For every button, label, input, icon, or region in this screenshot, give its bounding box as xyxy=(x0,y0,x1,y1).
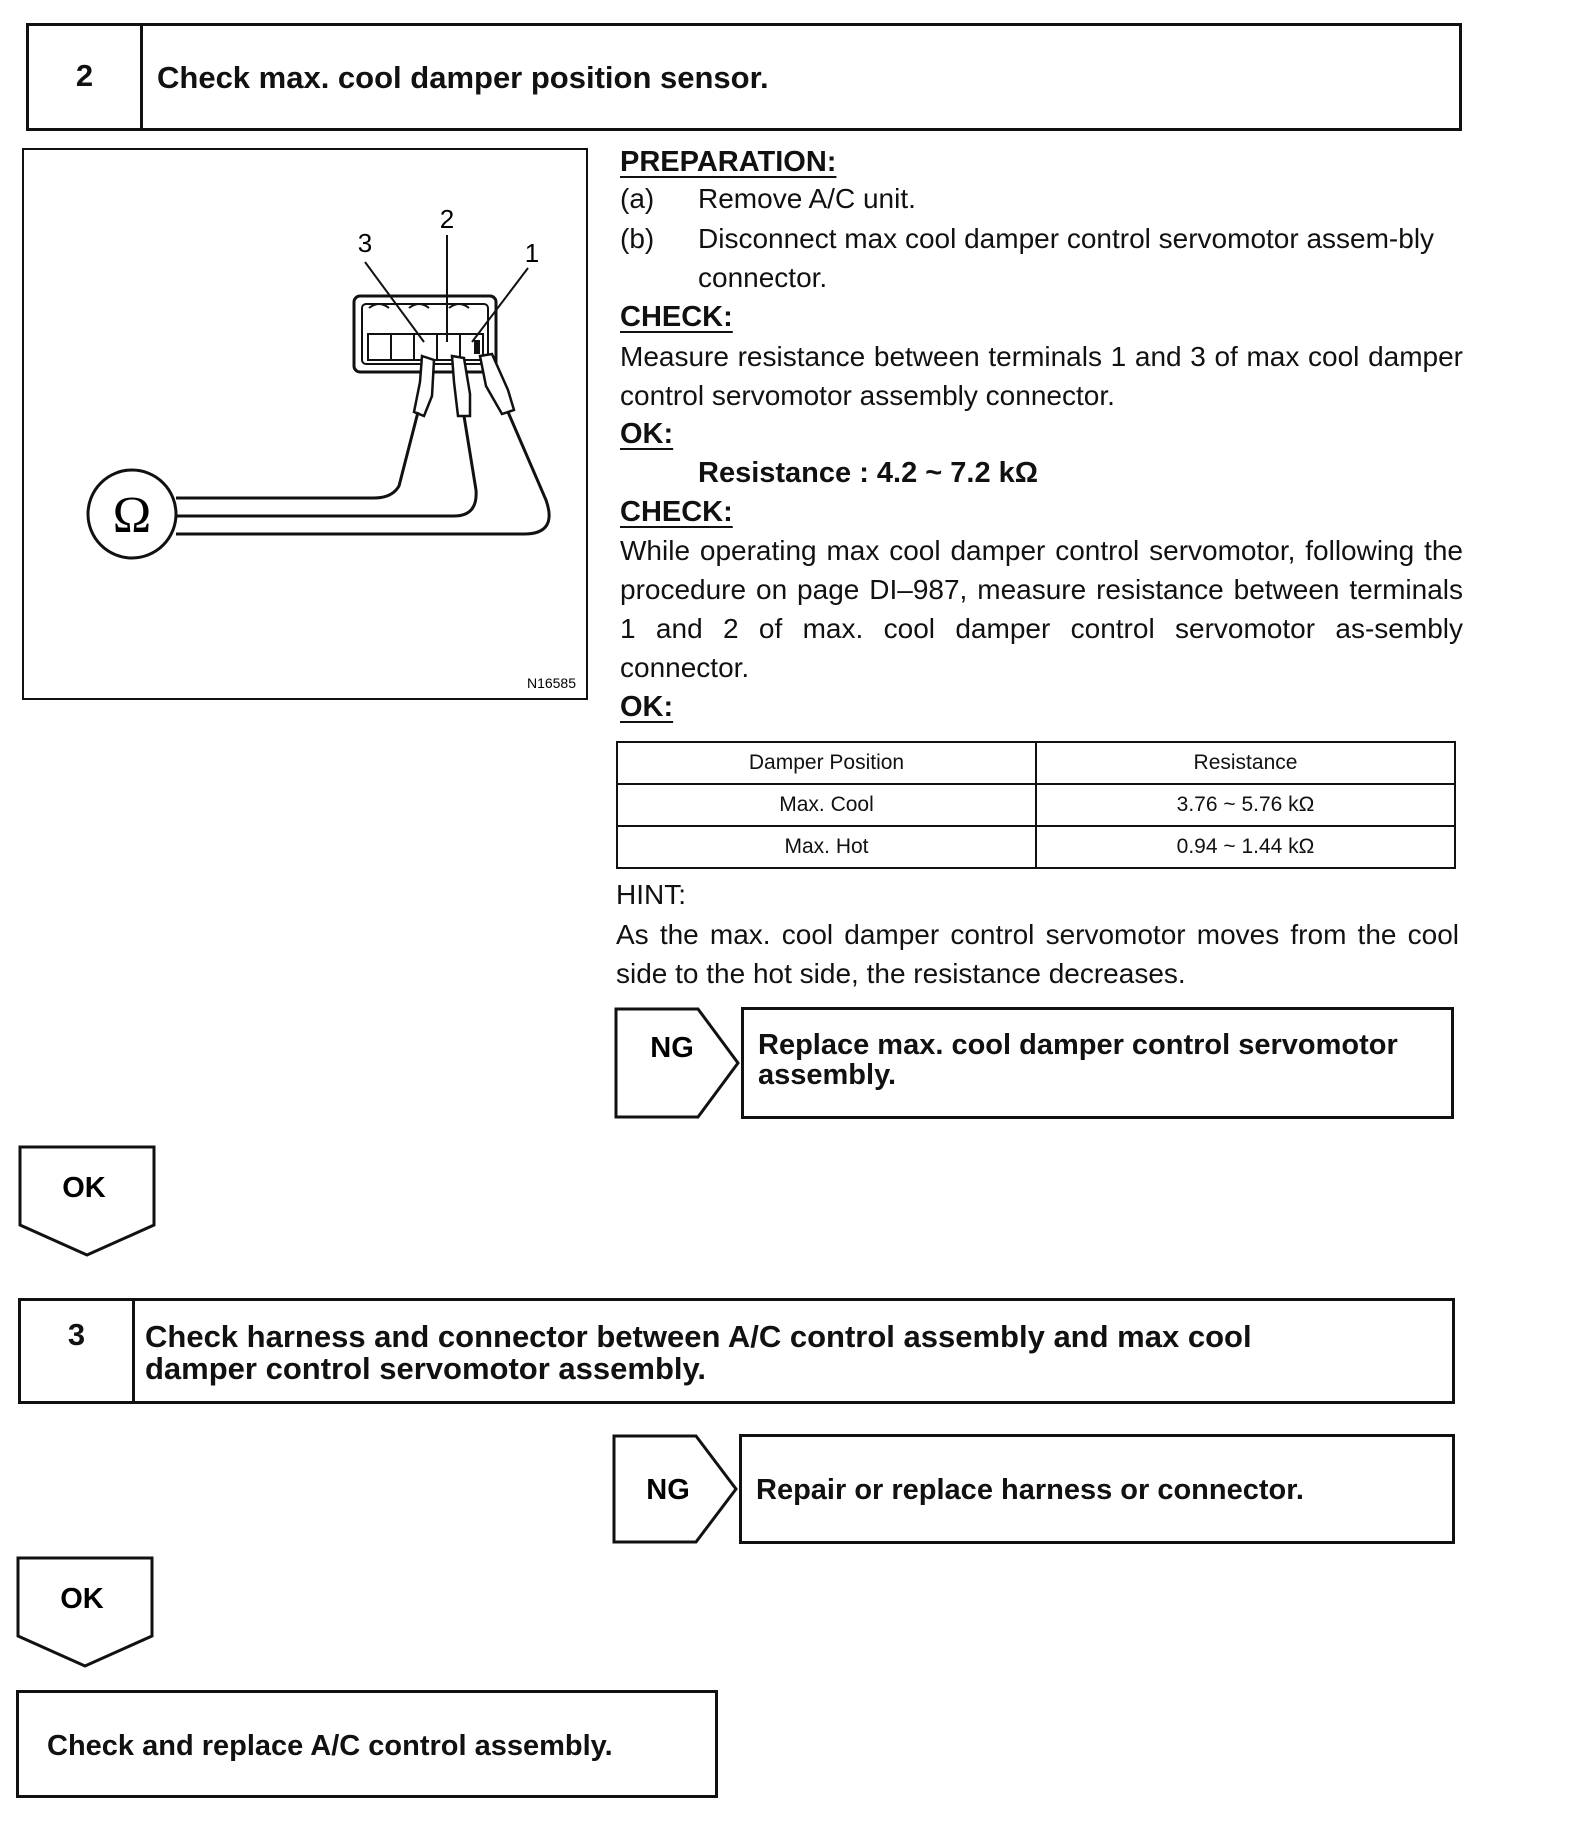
table-header: Resistance xyxy=(1036,742,1455,784)
ok-arrow-1 xyxy=(18,1145,158,1257)
check-1-text: Measure resistance between terminals 1 and 3 of max cool damper control servomotor assembly connector. xyxy=(620,341,1463,411)
step-3-header xyxy=(18,1298,1455,1404)
prep-step-b: (b) Disconnect max cool damper control servomotor assem-bly connector. xyxy=(620,219,1463,297)
ok-label: OK xyxy=(60,1583,104,1615)
ok-1-spec: Resistance : 4.2 ~ 7.2 kΩ xyxy=(698,457,1039,489)
terminal-label-3: 3 xyxy=(357,228,373,258)
prep-marker: (b) xyxy=(620,223,655,254)
terminal-label-2: 2 xyxy=(439,204,455,234)
step-title: Check max. cool damper position sensor. xyxy=(157,60,769,95)
step-title: Check harness and connector between A/C control assembly and max cool damper control servomotor assembly. xyxy=(145,1319,1252,1386)
step-2-header xyxy=(26,23,1462,131)
final-action xyxy=(16,1690,718,1798)
ohm-symbol: Ω xyxy=(112,487,152,544)
final-action-text: Check and replace A/C control assembly. xyxy=(47,1730,613,1762)
terminal-label-1: 1 xyxy=(524,238,540,268)
hint-text: As the max. cool damper control servomotor moves from the cool side to the hot side, the resistance decreases. xyxy=(616,919,1459,989)
table-cell: 0.94 ~ 1.44 kΩ xyxy=(1036,826,1455,868)
ng-result-text: Replace max. cool damper control servomotor assembly. xyxy=(758,1029,1398,1091)
table-cell: 3.76 ~ 5.76 kΩ xyxy=(1036,784,1455,826)
check-2-text: While operating max cool damper control servomotor, following the procedure on page DI–987, measure resistance between terminals 1 and 2 of max. cool damper control servomotor as-sembly connector. xyxy=(620,535,1463,683)
table-cell: Max. Hot xyxy=(617,826,1036,868)
ng-arrow-2 xyxy=(612,1434,738,1544)
ng-result-text: Repair or replace harness or connector. xyxy=(756,1474,1304,1506)
ok-1-heading: OK: xyxy=(620,418,674,450)
table-header-row xyxy=(617,742,1455,784)
preparation-heading: PREPARATION: xyxy=(620,146,837,178)
check-1-heading: CHECK: xyxy=(620,301,733,333)
ok-2-heading: OK: xyxy=(620,691,674,723)
hint xyxy=(616,875,1459,993)
ng-result-1 xyxy=(741,1007,1454,1119)
table-cell: Max. Cool xyxy=(617,784,1036,826)
table-row xyxy=(617,826,1455,868)
ng-label: NG xyxy=(650,1032,694,1064)
connector-diagram xyxy=(22,148,588,700)
prep-step-a: (a) Remove A/C unit. xyxy=(620,179,1463,219)
step-number: 2 xyxy=(29,26,143,128)
procedure xyxy=(620,145,1463,727)
table-header: Damper Position xyxy=(617,742,1036,784)
check-2-heading: CHECK: xyxy=(620,496,733,528)
figure-id: N16585 xyxy=(526,675,576,691)
step-number: 3 xyxy=(21,1301,135,1401)
ng-result-2 xyxy=(739,1434,1455,1544)
connector-illustration xyxy=(24,150,586,698)
hint-heading: HINT: xyxy=(616,879,686,910)
ng-label: NG xyxy=(646,1474,690,1506)
table-row xyxy=(617,784,1455,826)
ok-label: OK xyxy=(62,1172,106,1204)
ng-arrow-1 xyxy=(614,1007,740,1119)
prep-marker: (a) xyxy=(620,183,655,214)
resistance-table xyxy=(616,741,1456,869)
ok-arrow-2 xyxy=(16,1556,156,1668)
